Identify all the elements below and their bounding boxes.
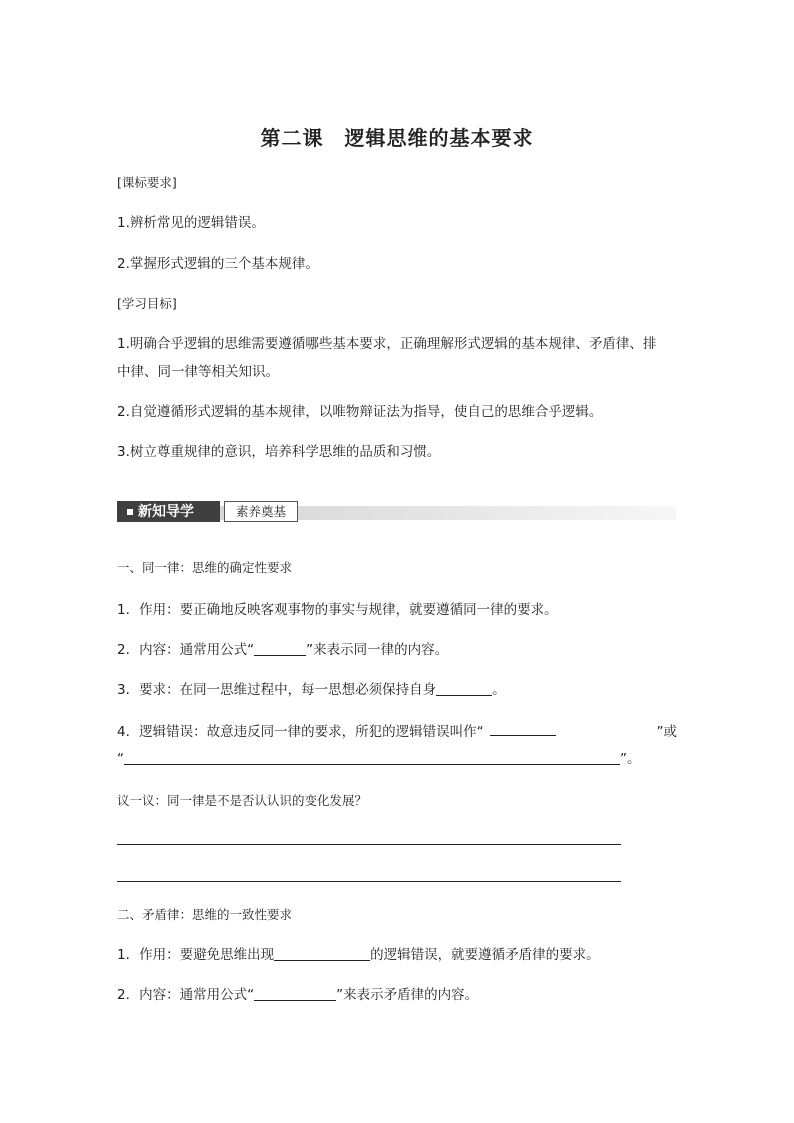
text-segment: 。 <box>492 682 506 698</box>
fill-blank[interactable] <box>490 721 556 736</box>
banner-sub-label: 素养奠基 <box>235 504 286 519</box>
fill-blank[interactable] <box>274 946 370 961</box>
text-segment: ”。 <box>620 751 641 767</box>
fill-blank[interactable] <box>254 641 306 656</box>
section2-item <box>117 945 600 965</box>
text-segment: 1．作用：要避免思维出现 <box>117 947 275 963</box>
text-segment: “ <box>117 751 124 767</box>
objective-item: 3.树立尊重规律的意识，培养科学思维的品质和习惯。 <box>117 444 441 460</box>
curriculum-heading: [课标要求] <box>117 175 177 190</box>
section1-item <box>117 721 677 742</box>
fill-blank[interactable] <box>254 986 336 1001</box>
fill-blank[interactable] <box>436 681 492 696</box>
text-segment: ”或 <box>656 724 677 740</box>
text-segment: ”来表示同一律的内容。 <box>306 642 449 658</box>
banner-sub-tab <box>224 501 298 522</box>
square-icon <box>127 509 133 515</box>
fill-blank[interactable] <box>124 750 620 765</box>
answer-line[interactable] <box>117 844 621 845</box>
discussion-prompt: 议一议：同一律是不是否认认识的变化发展？ <box>117 793 368 808</box>
section1-item <box>117 749 641 769</box>
section-heading: 二、矛盾律：思维的一致性要求 <box>117 907 293 922</box>
text-segment: 3．要求：在同一思维过程中，每一思想必须保持自身 <box>117 682 437 698</box>
answer-line[interactable] <box>117 881 621 882</box>
section-heading: 一、同一律：思维的确定性要求 <box>117 560 293 575</box>
text-segment: 的逻辑错误，就要遵循矛盾律的要求。 <box>370 947 600 963</box>
section1-item <box>117 680 506 700</box>
section1-item: 1．作用：要正确地反映客观事物的事实与规律，就要遵循同一律的要求。 <box>117 602 558 618</box>
text-segment: ”来表示矛盾律的内容。 <box>336 987 479 1003</box>
curriculum-item: 1.辨析常见的逻辑错误。 <box>117 215 265 231</box>
text-segment: 4．逻辑错误：故意违反同一律的要求，所犯的逻辑错误叫作“ <box>117 724 484 740</box>
banner-main-tab <box>117 501 220 522</box>
objective-item: 2.自觉遵循形式逻辑的基本规律，以唯物辩证法为指导，使自己的思维合乎逻辑。 <box>117 404 603 420</box>
section1-item <box>117 640 448 660</box>
banner-main-label: 新知导学 <box>138 504 194 520</box>
curriculum-item: 2.掌握形式逻辑的三个基本规律。 <box>117 256 319 272</box>
section-banner <box>117 500 676 524</box>
text-segment: 2．内容：通常用公式“ <box>117 987 255 1003</box>
text-segment: 2．内容：通常用公式“ <box>117 642 255 658</box>
objectives-heading: [学习目标] <box>117 296 177 311</box>
objective-item: 中律、同一律等相关知识。 <box>117 364 279 380</box>
objective-item: 1.明确合乎逻辑的思维需要遵循哪些基本要求，正确理解形式逻辑的基本规律、矛盾律、排 <box>117 336 657 352</box>
section2-item <box>117 985 478 1005</box>
page-title: 第二课 逻辑思维的基本要求 <box>260 126 534 150</box>
